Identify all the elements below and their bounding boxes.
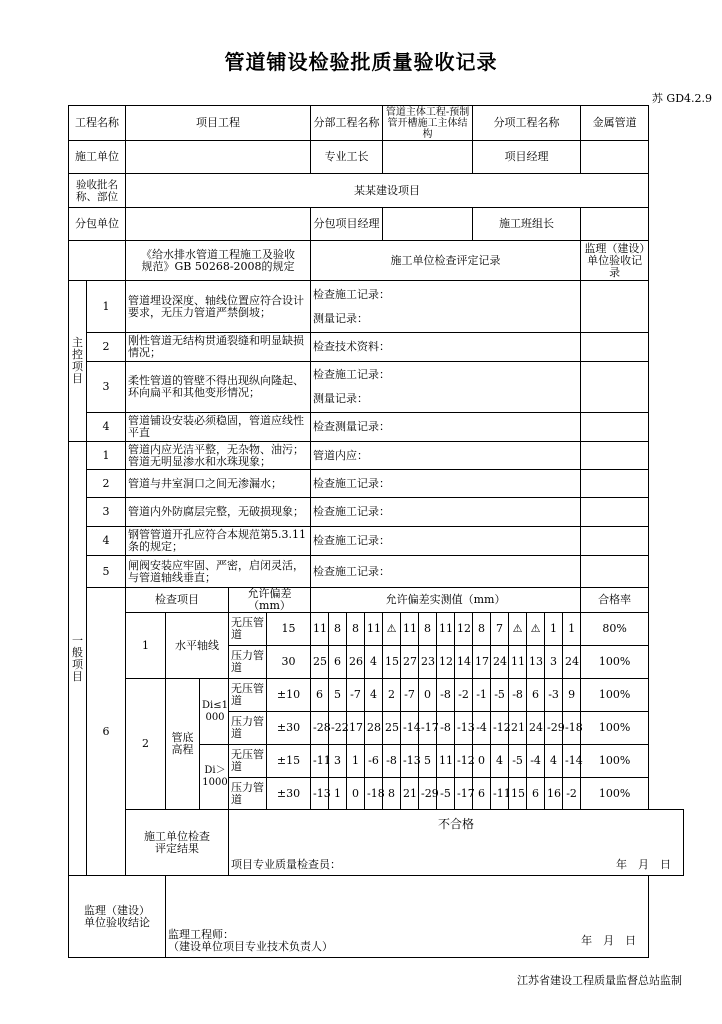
measured-value: 1 <box>545 613 563 646</box>
measured-value: 28 <box>365 712 383 745</box>
pass-rate: 80% <box>581 613 649 646</box>
measured-value: -12 <box>491 712 509 745</box>
blank-cell <box>69 241 126 281</box>
measured-value: 9 <box>563 679 581 712</box>
general-item-record: 检查施工记录： <box>311 498 581 527</box>
tolerance-value: 15 <box>267 613 311 646</box>
warning-triangle-icon: ⚠ <box>383 613 401 646</box>
measured-value: 4 <box>545 745 563 778</box>
measured-value: 8 <box>419 613 437 646</box>
measured-value: 8 <box>383 778 401 810</box>
subcontract-value <box>126 208 311 241</box>
pipe-type: 无压管道 <box>229 745 267 778</box>
general-item-record: 检查施工记录： <box>311 556 581 588</box>
general-items-label: 一般项目 <box>69 442 87 876</box>
measured-value: 0 <box>347 778 365 810</box>
pipe-type: 压力管道 <box>229 646 267 679</box>
measured-value: -5 <box>437 778 455 810</box>
measured-value: 6 <box>527 679 545 712</box>
measured-value: 6 <box>329 646 347 679</box>
measured-value: 24 <box>563 646 581 679</box>
general-item-record: 管道内应： <box>311 442 581 470</box>
measured-value: -13 <box>311 778 329 810</box>
construction-unit-label: 施工单位 <box>69 141 126 174</box>
measured-value: 11 <box>437 745 455 778</box>
construction-record-label: 施工单位检查评定记录 <box>311 241 581 281</box>
main-item-text: 管道埋设深度、轴线位置应符合设计要求，无压力管道严禁倒坡； <box>126 281 311 333</box>
measured-value: 2 <box>383 679 401 712</box>
measured-value: 15 <box>383 646 401 679</box>
general-item-supervision <box>581 527 649 556</box>
measured-value: 17 <box>347 712 365 745</box>
measured-value: -29 <box>419 778 437 810</box>
measured-value: -5 <box>509 745 527 778</box>
pass-rate: 100% <box>581 679 649 712</box>
measured-value: -6 <box>365 745 383 778</box>
measured-label: 允许偏差实测值（mm） <box>311 588 581 613</box>
pipe-type: 无压管道 <box>229 613 267 646</box>
batch-label: 验收批名称、部位 <box>69 174 126 208</box>
measured-value: 26 <box>347 646 365 679</box>
page-title: 管道铺设检验批质量验收记录 <box>224 50 498 74</box>
measured-value: -1 <box>473 679 491 712</box>
measured-value: 11 <box>311 613 329 646</box>
team-leader-value <box>581 208 649 241</box>
spec-label: 《给水排水管道工程施工及验收规范》GB 50268-2008的规定 <box>126 241 311 281</box>
general-item-no: 3 <box>87 498 126 527</box>
team-leader-label: 施工班组长 <box>473 208 581 241</box>
measured-value: -18 <box>563 712 581 745</box>
pass-rate: 100% <box>581 646 649 679</box>
general-item-supervision <box>581 498 649 527</box>
measured-value: 1 <box>329 778 347 810</box>
measured-value: 4 <box>491 745 509 778</box>
measured-value: 11 <box>437 613 455 646</box>
di-le-label: Di≤1000 <box>200 679 229 745</box>
measured-value: 13 <box>527 646 545 679</box>
measured-value: 0 <box>473 745 491 778</box>
measured-value: 16 <box>545 778 563 810</box>
measured-value: 25 <box>383 712 401 745</box>
project-manager-label: 项目经理 <box>473 141 581 174</box>
measured-value: -28 <box>311 712 329 745</box>
main-item-supervision <box>581 362 649 413</box>
form-code: 苏 GD4.2.9 <box>651 92 712 105</box>
inspection-record-table <box>68 105 684 958</box>
main-item-no: 4 <box>87 413 126 442</box>
general-item-no: 4 <box>87 527 126 556</box>
measured-value: 0 <box>419 679 437 712</box>
measured-value: -18 <box>365 778 383 810</box>
engineer-note: （建设单位项目专业技术负责人） <box>168 940 333 953</box>
measured-value: -8 <box>437 712 455 745</box>
rate-label: 合格率 <box>581 588 649 613</box>
general-item-no: 5 <box>87 556 126 588</box>
general-item-supervision <box>581 442 649 470</box>
main-item-no: 2 <box>87 333 126 362</box>
main-items-label: 主控项目 <box>69 281 87 442</box>
result-label: 施工单位检查评定结果 <box>126 810 229 876</box>
measured-value: 8 <box>347 613 365 646</box>
item-project-label: 分项工程名称 <box>473 106 581 141</box>
measured-value: -8 <box>437 679 455 712</box>
measured-value: 5 <box>419 745 437 778</box>
general-item-text: 闸阀安装应牢固、严密，启闭灵活，与管道轴线垂直； <box>126 556 311 588</box>
main-item-supervision <box>581 281 649 333</box>
measured-value: 24 <box>527 712 545 745</box>
measured-value: -5 <box>491 679 509 712</box>
measured-value: -8 <box>383 745 401 778</box>
di-gt-label: Di＞1000 <box>200 745 229 810</box>
pass-rate: 100% <box>581 712 649 745</box>
main-item-supervision <box>581 413 649 442</box>
project-name-label: 工程名称 <box>69 106 126 141</box>
inspector-label: 项目专业质量检查员： <box>231 858 341 871</box>
measured-value: 24 <box>491 646 509 679</box>
measured-value: -4 <box>473 712 491 745</box>
project-name-value: 项目工程 <box>126 106 311 141</box>
general-item-text: 钢管管道开孔应符合本规范第5.3.11条的规定； <box>126 527 311 556</box>
general-item-no: 1 <box>87 442 126 470</box>
main-item-record: 检查技术资料： <box>311 333 581 362</box>
tolerance-value: ±10 <box>267 679 311 712</box>
measured-value: -12 <box>455 745 473 778</box>
measured-value: 6 <box>311 679 329 712</box>
measured-value: -7 <box>347 679 365 712</box>
tolerance-value: ±30 <box>267 778 311 810</box>
measured-value: 6 <box>527 778 545 810</box>
measured-value: 3 <box>329 745 347 778</box>
measured-value: -2 <box>563 778 581 810</box>
pipe-type: 无压管道 <box>229 679 267 712</box>
sub-project-label: 分部工程名称 <box>311 106 383 141</box>
measured-value: -17 <box>419 712 437 745</box>
result-date: 年 月 日 <box>616 858 671 871</box>
measured-value: 1 <box>347 745 365 778</box>
subcontract-manager-label: 分包项目经理 <box>311 208 383 241</box>
main-item-no: 3 <box>87 362 126 413</box>
measured-value: -3 <box>545 679 563 712</box>
supervision-record-label: 监理（建设）单位验收记录 <box>581 241 649 281</box>
measured-value: -7 <box>401 679 419 712</box>
measure-item-no: 6 <box>87 588 126 876</box>
item-project-value: 金属管道 <box>581 106 649 141</box>
main-item-record: 检查施工记录： 测量记录： <box>311 362 581 413</box>
measured-value: -29 <box>545 712 563 745</box>
measured-value: 21 <box>509 712 527 745</box>
axis-label: 水平轴线 <box>166 613 229 679</box>
main-item-record: 检查测量记录： <box>311 413 581 442</box>
warning-triangle-icon: ⚠ <box>509 613 527 646</box>
pipe-type: 压力管道 <box>229 778 267 810</box>
footer-note: 江苏省建设工程质量监督总站监制 <box>517 974 682 987</box>
main-item-no: 1 <box>87 281 126 333</box>
main-item-text: 管道铺设安装必须稳固，管道应线性平直 <box>126 413 311 442</box>
measured-value: -11 <box>491 778 509 810</box>
general-item-text: 管道内应光洁平整，无杂物、油污；管道无明显渗水和水珠现象； <box>126 442 311 470</box>
measured-value: 11 <box>365 613 383 646</box>
measured-value: 11 <box>509 646 527 679</box>
measured-value: 3 <box>545 646 563 679</box>
measured-value: 27 <box>401 646 419 679</box>
measured-value: 8 <box>329 613 347 646</box>
general-item-no: 2 <box>87 470 126 498</box>
tolerance-value: ±30 <box>267 712 311 745</box>
measured-value: -2 <box>455 679 473 712</box>
supervision-cell <box>166 876 649 958</box>
general-item-text: 管道内外防腐层完整，无破损现象； <box>126 498 311 527</box>
measured-value: 1 <box>563 613 581 646</box>
measured-value: 6 <box>473 778 491 810</box>
measured-value: 14 <box>455 646 473 679</box>
measured-value: -13 <box>401 745 419 778</box>
tolerance-value: ±15 <box>267 745 311 778</box>
measured-value: -17 <box>455 778 473 810</box>
pass-rate: 100% <box>581 745 649 778</box>
measured-value: 15 <box>509 778 527 810</box>
pass-rate: 100% <box>581 778 649 810</box>
warning-triangle-icon: ⚠ <box>527 613 545 646</box>
check-item-label: 检查项目 <box>126 588 229 613</box>
foreman-label: 专业工长 <box>311 141 383 174</box>
measured-value: -13 <box>455 712 473 745</box>
result-cell <box>229 810 684 876</box>
tolerance-value: 30 <box>267 646 311 679</box>
measured-value: 21 <box>401 778 419 810</box>
main-item-record: 检查施工记录： 测量记录： <box>311 281 581 333</box>
main-item-text: 刚性管道无结构贯通裂缝和明显缺损情况； <box>126 333 311 362</box>
supervision-date: 年 月 日 <box>581 934 637 947</box>
measured-value: 17 <box>473 646 491 679</box>
axis-no: 1 <box>126 613 166 679</box>
batch-value: 某某建设项目 <box>126 174 649 208</box>
subcontract-label: 分包单位 <box>69 208 126 241</box>
measured-value: -14 <box>563 745 581 778</box>
sub-project-value: 管道主体工程-预制管开槽施工主体结构 <box>383 106 473 141</box>
measured-value: -14 <box>401 712 419 745</box>
main-item-supervision <box>581 333 649 362</box>
supervision-label: 监理（建设）单位验收结论 <box>69 876 166 958</box>
measured-value: -11 <box>311 745 329 778</box>
general-item-supervision <box>581 556 649 588</box>
general-item-text: 管道与井室洞口之间无渗漏水； <box>126 470 311 498</box>
general-item-record: 检查施工记录： <box>311 527 581 556</box>
foreman-value <box>383 141 473 174</box>
tolerance-label: 允许偏差（mm） <box>229 588 311 613</box>
measured-value: 12 <box>455 613 473 646</box>
measured-value: -8 <box>509 679 527 712</box>
measured-value: -22 <box>329 712 347 745</box>
measured-value: 4 <box>365 679 383 712</box>
measured-value: 4 <box>365 646 383 679</box>
engineer-label: 监理工程师： <box>168 928 234 941</box>
measured-value: 7 <box>491 613 509 646</box>
measured-value: 8 <box>473 613 491 646</box>
main-item-text: 柔性管道的管壁不得出现纵向隆起、环向扁平和其他变形情况； <box>126 362 311 413</box>
subcontract-manager-value <box>383 208 473 241</box>
result-value: 不合格 <box>437 817 474 831</box>
measured-value: 12 <box>437 646 455 679</box>
measured-value: -4 <box>527 745 545 778</box>
project-manager-value <box>581 141 649 174</box>
measured-value: 5 <box>329 679 347 712</box>
general-item-record: 检查施工记录： <box>311 470 581 498</box>
measured-value: 23 <box>419 646 437 679</box>
elev-label: 管底高程 <box>166 679 200 810</box>
elev-no: 2 <box>126 679 166 810</box>
measured-value: 25 <box>311 646 329 679</box>
construction-unit-value <box>126 141 311 174</box>
general-item-supervision <box>581 470 649 498</box>
pipe-type: 压力管道 <box>229 712 267 745</box>
measured-value: 11 <box>401 613 419 646</box>
